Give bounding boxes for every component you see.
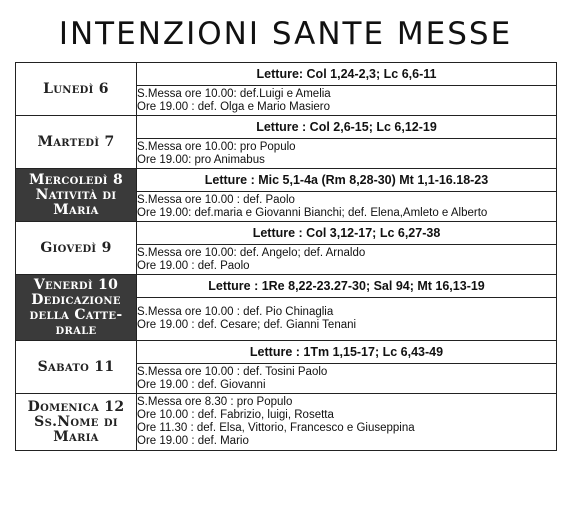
readings-cell: Letture: Col 1,24-2,3; Lc 6,6-11 [137,63,557,86]
day-label: Mercoledì 8 [28,171,124,188]
readings-cell: Letture : 1Tm 1,15-17; Lc 6,43-49 [137,341,557,364]
table-row [16,341,557,364]
table-row [16,116,557,139]
mass-line: Ore 19.00 : def. Paolo [137,259,250,272]
masses-cell [137,139,557,169]
day-cell-tuesday [16,116,137,169]
table-row [16,275,557,298]
feast-label: Maria [53,201,99,218]
mass-line: S.Messa ore 10.00: def.Luigi e Amelia [137,87,331,100]
feast-label: Natività di [35,186,117,203]
mass-line: Ore 11.30 : def. Elsa, Vittorio, Francesco e Giuseppina [137,422,415,434]
day-label: Lunedì 6 [43,80,109,97]
masses-cell [137,364,557,394]
readings-cell: Letture : Mic 5,1-4a (Rm 8,28-30) Mt 1,1-16.18-23 [137,169,557,192]
mass-line: Ore 19.00 : def. Olga e Mario Masiero [137,100,331,113]
mass-line: S.Messa ore 10.00: def. Angelo; def. Arnaldo [137,246,366,259]
mass-line: Ore 19.00 : def. Giovanni [137,378,266,391]
mass-line: Ore 19.00: def.maria e Giovanni Bianchi; def. Elena,Amleto e Alberto [137,206,488,219]
feast-label: Ss.Nome di [34,413,118,430]
table-row [16,222,557,245]
readings-cell: Letture : 1Re 8,22-23.27-30; Sal 94; Mt 16,13-19 [137,275,557,298]
masses-cell [137,245,557,275]
day-label: Sabato 11 [37,358,115,375]
mass-line: S.Messa ore 10.00 : def. Pio Chinaglia [137,306,334,318]
masses-cell [137,192,557,222]
mass-line: Ore 19.00 : def. Mario [137,435,249,447]
day-cell-sunday [16,394,137,451]
day-label: Giovedì 9 [40,239,112,256]
day-cell-friday [16,275,137,341]
masses-cell [137,394,557,451]
feast-label: drale [55,321,97,338]
mass-line: Ore 10.00 : def. Fabrizio, luigi, Rosetta [137,409,334,421]
mass-line: Ore 19.00 : def. Cesare; def. Gianni Tenani [137,319,357,331]
day-cell-monday [16,63,137,116]
mass-line: S.Messa ore 10.00 : def. Tosini Paolo [137,365,328,378]
table-row [16,63,557,86]
table-row [16,169,557,192]
readings-cell: Letture : Col 3,12-17; Lc 6,27-38 [137,222,557,245]
day-label: Domenica 12 [27,398,125,415]
feast-label: Dedicazione [31,291,121,308]
feast-label: della Catte- [29,306,123,323]
mass-line: S.Messa ore 10.00: pro Populo [137,140,296,153]
readings-cell: Letture : Col 2,6-15; Lc 6,12-19 [137,116,557,139]
masses-cell [137,298,557,341]
feast-label: Maria [53,428,99,445]
day-label: Venerdì 10 [33,276,119,293]
mass-intentions-table [15,62,557,451]
mass-line: S.Messa ore 10.00 : def. Paolo [137,193,295,206]
page-title: INTENZIONI SANTE MESSE [58,16,513,52]
day-label: Martedì 7 [37,133,115,150]
mass-line: S.Messa ore 8.30 : pro Populo [137,396,293,408]
mass-line: Ore 19.00: pro Animabus [137,153,265,166]
day-cell-thursday [16,222,137,275]
day-cell-saturday [16,341,137,394]
day-cell-wednesday [16,169,137,222]
table-row [16,394,557,451]
masses-cell [137,86,557,116]
